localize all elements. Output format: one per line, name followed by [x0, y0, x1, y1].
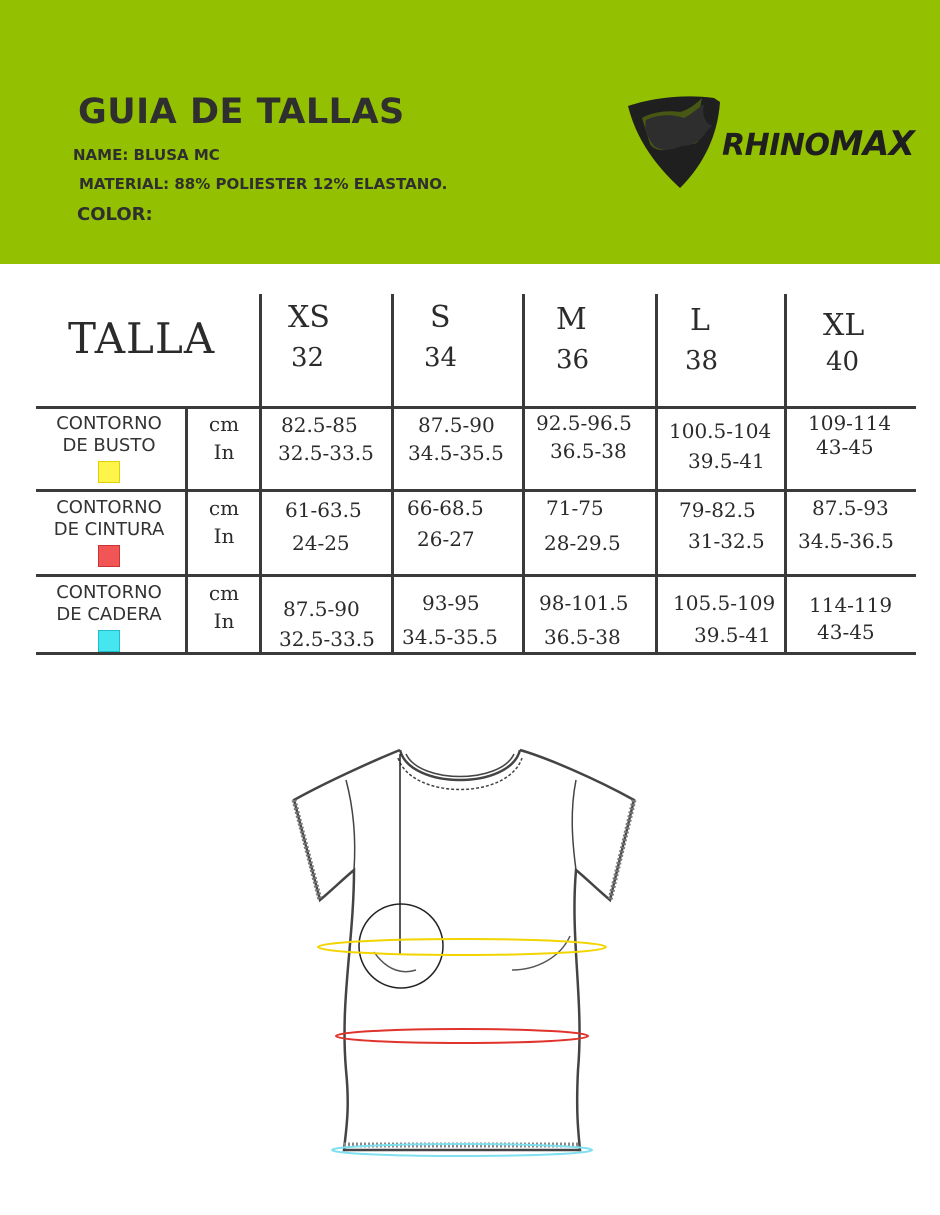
measurement-label: DE BUSTO [62, 435, 156, 456]
value-in: 34.5-36.5 [798, 529, 894, 553]
measurement-label: CONTORNO [56, 582, 162, 603]
value-cm: 87.5-90 [283, 597, 360, 621]
size-number: 32 [291, 343, 325, 373]
value-cm: 82.5-85 [281, 413, 358, 437]
value-in: 28-29.5 [544, 531, 621, 555]
measurement-color-swatch [98, 545, 120, 567]
table-column-divider [522, 294, 525, 654]
value-cm: 87.5-93 [812, 496, 889, 520]
value-cm: 100.5-104 [669, 419, 772, 443]
value-cm: 92.5-96.5 [536, 411, 632, 435]
product-color: COLOR: [77, 204, 153, 225]
shirt-outline [294, 750, 634, 1150]
unit-cm: cm [208, 581, 240, 605]
value-in: 43-45 [817, 620, 875, 644]
value-in: 36.5-38 [550, 439, 627, 463]
table-title: TALLA [68, 314, 216, 363]
value-cm: 61-63.5 [285, 498, 362, 522]
size-number: 40 [826, 347, 860, 377]
size-label: S [430, 300, 451, 335]
brand-name-part2: MAX [829, 124, 915, 164]
size-label: L [690, 303, 710, 338]
product-material: MATERIAL: 88% POLIESTER 12% ELASTANO. [79, 175, 448, 193]
measurement-label: CONTORNO [56, 413, 162, 434]
value-in: 36.5-38 [544, 625, 621, 649]
value-cm: 79-82.5 [679, 498, 756, 522]
table-column-divider [391, 294, 394, 654]
measurement-label: DE CADERA [56, 604, 162, 625]
value-in: 31-32.5 [688, 529, 765, 553]
value-cm: 114-119 [809, 593, 893, 617]
value-cm: 109-114 [808, 411, 892, 435]
page-title: GUIA DE TALLAS [78, 92, 405, 132]
waist-line [336, 1029, 588, 1043]
table-column-divider [185, 406, 188, 654]
size-number: 34 [424, 343, 458, 373]
table-column-divider [655, 294, 658, 654]
value-cm: 66-68.5 [407, 496, 484, 520]
unit-in: In [213, 609, 235, 633]
measurement-color-swatch [98, 461, 120, 483]
brand-logo-text [722, 124, 914, 164]
table-column-divider [259, 294, 262, 654]
value-in: 32.5-33.5 [279, 627, 375, 651]
size-label: XL [823, 308, 865, 343]
size-number: 38 [685, 346, 719, 376]
product-name: NAME: BLUSA MC [73, 146, 220, 164]
measurement-label: DE CINTURA [53, 519, 165, 540]
value-in: 39.5-41 [694, 623, 771, 647]
value-in: 39.5-41 [688, 449, 765, 473]
unit-in: In [213, 440, 235, 464]
brand-name-part1: RHINO [722, 128, 830, 163]
value-in: 32.5-33.5 [278, 441, 374, 465]
value-in: 24-25 [292, 531, 350, 555]
value-in: 43-45 [816, 435, 874, 459]
size-label: XS [288, 300, 330, 335]
measurement-color-swatch [98, 630, 120, 652]
value-in: 34.5-35.5 [408, 441, 504, 465]
table-column-divider [784, 294, 787, 654]
measurement-label: CONTORNO [56, 497, 162, 518]
value-cm: 105.5-109 [673, 591, 776, 615]
size-label: M [556, 302, 587, 337]
unit-cm: cm [208, 496, 240, 520]
shirt-measurement-illustration [280, 740, 660, 1180]
value-cm: 98-101.5 [539, 591, 629, 615]
value-cm: 87.5-90 [418, 413, 495, 437]
unit-cm: cm [208, 412, 240, 436]
unit-in: In [213, 524, 235, 548]
value-cm: 93-95 [422, 591, 480, 615]
value-cm: 71-75 [546, 496, 604, 520]
size-number: 36 [556, 345, 590, 375]
value-in: 26-27 [417, 527, 475, 551]
shirt-collar [400, 750, 520, 780]
value-in: 34.5-35.5 [402, 625, 498, 649]
